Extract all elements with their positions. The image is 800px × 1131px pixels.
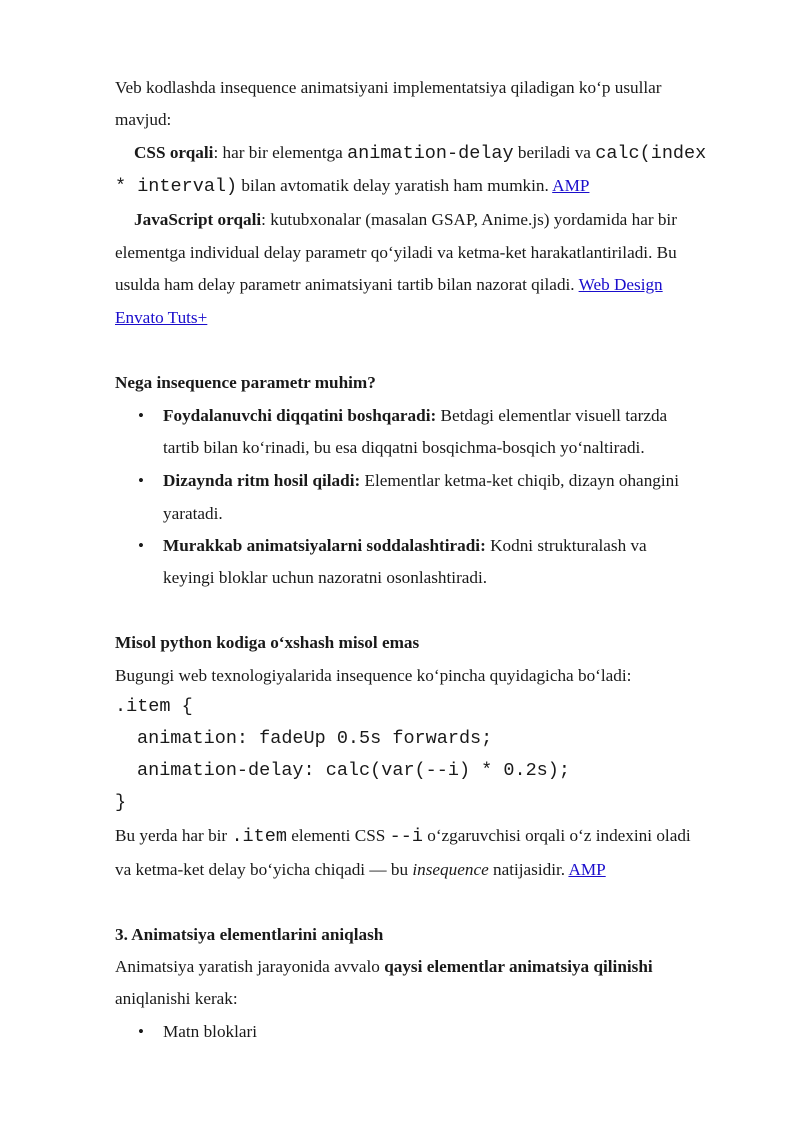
why-item-2-line-1 [163,471,679,491]
code-line-4: } [115,792,127,813]
bullet-icon: • [138,406,144,425]
web-design-link[interactable]: Web Design [578,275,663,294]
why-item-3-title: Murakkab animatsiyalarni soddalashtiradi: [163,536,486,555]
code-calc-index: calc(index [595,143,707,164]
why-item-3-line-2: keyingi bloklar uchun nazoratni osonlashtiradi. [163,568,488,587]
code-calc-interval: * interval) [115,176,238,197]
code-line-3: animation-delay: calc(var(--i) * 0.2s); [137,760,570,781]
why-item-1-text: Betdagi elementlar visuell tarzda [436,406,668,425]
why-item-2-line-2: yaratadi. [163,504,223,523]
intro-line-2: mavjud: [115,110,172,129]
why-item-3-line-1 [163,536,647,556]
intro-line-1: Veb kodlashda insequence animatsiyani implementatsiya qiladigan koʻp usullar [115,78,662,97]
example-intro: Bugungi web texnologiyalarida insequence koʻpincha quyidagicha boʻladi: [115,666,632,685]
section-3-heading-text: 3. Animatsiya elementlarini aniqlash [115,925,384,944]
css-method-text-2: beriladi va [513,143,596,162]
bullet-icon: • [138,536,144,555]
section-3-heading [115,925,383,945]
js-method-line-2: elementga individual delay parametr qoʻyiladi va ketma-ket harakatlantiriladi. Bu [115,243,677,262]
code-line-1: .item { [115,696,193,717]
example-explain-text-4: va ketma-ket delay boʻyicha chiqadi — bu [115,860,413,879]
why-item-2-title: Dizaynda ritm hosil qiladi: [163,471,361,490]
section-3-bold: qaysi elementlar animatsiya qilinishi [384,957,653,976]
css-method-line-1 [134,143,706,164]
bullet-icon: • [138,471,144,490]
js-method-line-1 [134,210,677,230]
example-explain-text-2: elementi CSS [286,826,390,845]
why-item-3-text: Kodni strukturalash va [485,536,647,555]
why-item-1-line-1 [163,406,667,426]
example-heading-text: Misol python kodiga oʻxshash misol emas [115,633,420,652]
js-method-line-3 [115,275,663,295]
code-line-2: animation: fadeUp 0.5s forwards; [137,728,493,749]
example-explain-text-3: oʻzgaruvchisi orqali oʻz indexini oladi [422,826,691,845]
section-3-text-1: Animatsiya yaratish jarayonida avvalo [115,957,385,976]
example-explain-line-2 [115,860,606,880]
css-method-text-3: bilan avtomatik delay yaratish ham mumkin. [237,176,553,195]
bullet-icon: • [138,1022,144,1041]
why-item-2-text: Elementlar ketma-ket chiqib, dizayn ohangini [360,471,680,490]
insequence-emphasis: insequence [412,860,489,879]
section-3-line-1 [115,957,653,977]
js-method-title: JavaScript orqali [134,210,262,229]
amp-link[interactable]: AMP [552,176,590,195]
js-method-text-3: usulda ham delay parametr animatsiyani tartib bilan nazorat qiladi. [115,275,579,294]
css-method-line-2 [115,176,589,197]
why-item-1-title: Foydalanuvchi diqqatini boshqaradi: [163,406,437,425]
why-item-1-line-2: tartib bilan koʻrinadi, bu esa diqqatni bosqichma-bosqich yoʻnaltiradi. [163,438,645,457]
code-item-class: .item [231,826,287,847]
example-heading [115,633,419,653]
example-explain-text-1: Bu yerda har bir [115,826,232,845]
why-heading [115,373,376,393]
example-explain-line-1 [115,826,691,847]
css-method-text-1: : har bir elementga [213,143,348,162]
envato-tuts-link[interactable]: Envato Tuts+ [115,308,208,327]
css-method-title: CSS orqali [134,143,214,162]
code-var-i: --i [389,826,423,847]
js-method-line-4 [115,308,207,328]
section-3-item-1: Matn bloklari [163,1022,258,1041]
why-heading-text: Nega insequence parametr muhim? [115,373,376,392]
code-animation-delay: animation-delay [347,143,514,164]
section-3-line-2: aniqlanishi kerak: [115,989,238,1008]
js-method-text-1: : kutubxonalar (masalan GSAP, Anime.js) yordamida har bir [261,210,677,229]
example-explain-text-5: natijasidir. [488,860,569,879]
amp-link[interactable]: AMP [568,860,606,879]
